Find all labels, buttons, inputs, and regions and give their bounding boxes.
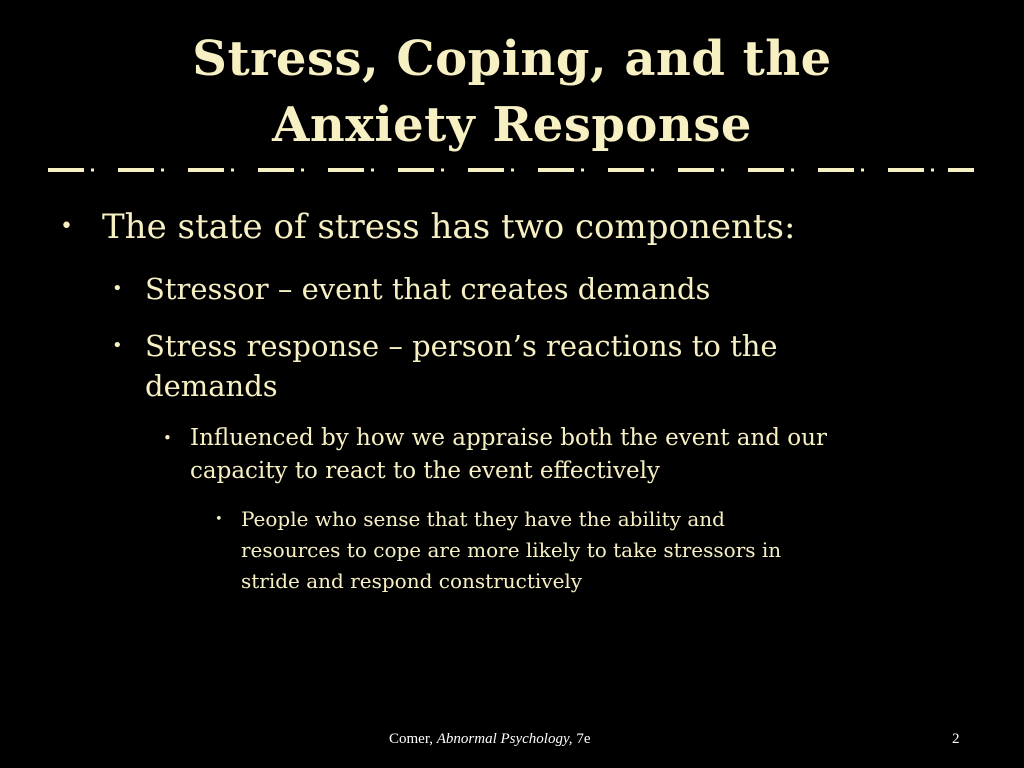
bullet-text-line-1: Stress response – person’s reactions to the	[145, 329, 778, 363]
divider-dot	[91, 169, 94, 172]
divider-dash	[258, 168, 294, 172]
divider-dash	[468, 168, 504, 172]
divider-dot	[791, 169, 794, 172]
divider-dash	[188, 168, 224, 172]
divider-dot	[301, 169, 304, 172]
bullet-text-line-2: resources to cope are more likely to take stressors in	[241, 538, 782, 562]
footer-author: Comer,	[389, 731, 433, 747]
divider-dot	[371, 169, 374, 172]
slide-title	[0, 26, 1024, 158]
page-number: 2	[952, 731, 960, 747]
divider-dot	[721, 169, 724, 172]
divider-dash	[678, 168, 714, 172]
divider-dash	[328, 168, 364, 172]
divider-dash	[948, 168, 974, 172]
bullet-marker: •	[60, 214, 73, 239]
footer-credit	[389, 728, 590, 750]
title-divider	[48, 166, 974, 174]
bullet-marker: •	[112, 335, 123, 356]
slide-footer	[0, 728, 1024, 750]
bullet-marker: •	[215, 512, 223, 527]
bullet-marker: •	[112, 278, 123, 299]
footer-edition: 7e	[576, 731, 591, 747]
footer-book-title: Abnormal Psychology,	[436, 731, 573, 747]
divider-dash	[608, 168, 644, 172]
divider-dot	[161, 169, 164, 172]
divider-dash	[888, 168, 924, 172]
divider-dot	[931, 169, 934, 172]
bullet-text-line-3: stride and respond constructively	[241, 569, 583, 593]
divider-dot	[441, 169, 444, 172]
divider-dash	[398, 168, 434, 172]
divider-dot	[231, 169, 234, 172]
divider-dot	[511, 169, 514, 172]
divider-dash	[538, 168, 574, 172]
divider-dot	[581, 169, 584, 172]
bullet-marker: •	[163, 429, 172, 447]
divider-dot	[651, 169, 654, 172]
slide-title-line-1: Stress, Coping, and the	[192, 31, 832, 87]
divider-dot	[861, 169, 864, 172]
slide-title-line-2: Anxiety Response	[272, 97, 752, 153]
divider-dash	[48, 168, 84, 172]
bullet-text-line-1: Influenced by how we appraise both the event and our	[190, 425, 827, 451]
bullet-text-line-2: demands	[145, 369, 278, 403]
divider-dash	[818, 168, 854, 172]
bullet-text: The state of stress has two components:	[102, 207, 796, 247]
divider-dash	[748, 168, 784, 172]
bullet-text-line-2: capacity to react to the event effectively	[190, 458, 660, 484]
bullet-text-line-1: People who sense that they have the ability and	[241, 507, 725, 531]
divider-dash	[118, 168, 154, 172]
bullet-text: Stressor – event that creates demands	[145, 272, 711, 306]
